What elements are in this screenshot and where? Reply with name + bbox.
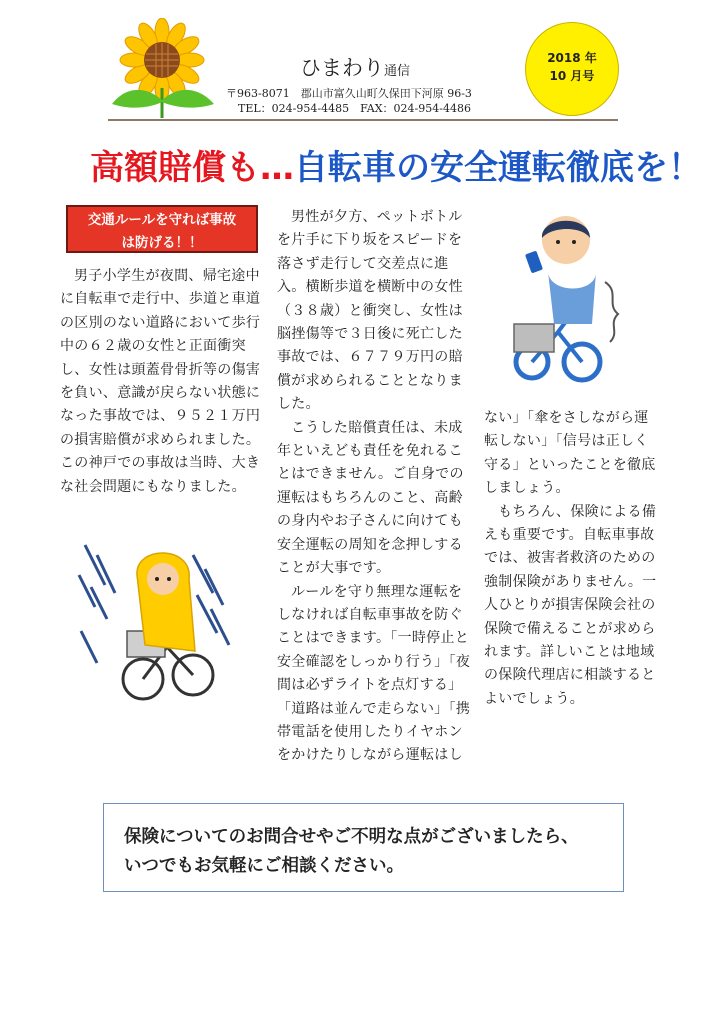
issue-badge [525,22,619,116]
issue-month: 10 月号 [549,69,595,83]
newsletter-title [300,52,410,82]
article-column-3 [484,407,659,711]
headline-part2: 自転車の安全運転徹底を！ [294,148,702,188]
cyclist-in-raincoat-illustration [75,535,240,705]
issue-year: 2018 年 [547,51,597,65]
article-paragraph: ない」「傘をさしながら運転しない」「信号は正しく守る」といったことを徹底しましょう。 [484,410,656,497]
headline-part1: 高額賠償も… [90,148,294,188]
article-paragraph: 男子小学生が夜間、帰宅途中に自転車で走行中、歩道と車道の区別のない道路において歩行中の６２歳の女性と正面衝突し、女性は頭蓋骨骨折等の傷害を負い、意識が戻らない状態になった事故では、９５２１万円の損害賠償が求められました。この神戸での事故は当時、大きな社会問題にもなりました。 [60,268,261,495]
newsletter-title-main: ひまわり [300,56,384,80]
address-line: 〒963-8071 郡山市富久山町久保田下河原 96-3 [226,87,472,100]
article-paragraph: ルールを守り無理な運転をしなければ自転車事故を防ぐことはできます。「一時停止と安全確認をしっかり行う」「夜間は必ずライトを点灯する」「道路は並んで走らない」「携帯電話を使用したりイヤホンをかけたりしながら運転はし [277,583,471,764]
article-paragraph: 男性が夕方、ペットボトルを片手に下り坂をスピードを落さず走行して交差点に進入。横断歩道を横断中の女性（３８歳）と衝突し、女性は脳挫傷等で３日後に死亡した事故では、６７７９万円の賠償が求められることとなりました。 [277,209,463,413]
sunflower-logo-icon [104,18,224,120]
article-column-1 [60,265,265,499]
section-tag [66,205,258,253]
newsletter-title-suffix: 通信 [384,64,411,79]
cyclist-with-phone-illustration [510,212,622,384]
contact-notice-box [103,803,624,892]
headline [90,140,702,189]
section-tag-line1: 交通ルールを守れば事故 [87,212,237,228]
article-column-2 [277,206,474,768]
contact-notice-line2: いつでもお気軽にご相談ください。 [124,856,404,876]
contact-notice-line1: 保険についてのお問合せやご不明な点がございましたら、 [124,827,579,847]
article-paragraph: もちろん、保険による備えも重要です。自転車事故では、被害者救済のための強制保険がありません。一人ひとりが損害保険会社の保険で備えることが求められます。詳しいことは地域の保険代理店に相談するとよいでしょう。 [484,503,657,707]
masthead-divider [108,119,618,121]
article-paragraph: こうした賠償責任は、未成年といえども責任を免れることはできません。ご自身での運転はもちろんのこと、高齢の身内やお子さんに向けても安全運転の周知を念押しすることが大事です。 [277,419,464,577]
section-tag-line2: は防げる！！ [121,235,203,251]
phone-fax-line: TEL：024-954-4485 FAX：024-954-4486 [238,102,471,115]
